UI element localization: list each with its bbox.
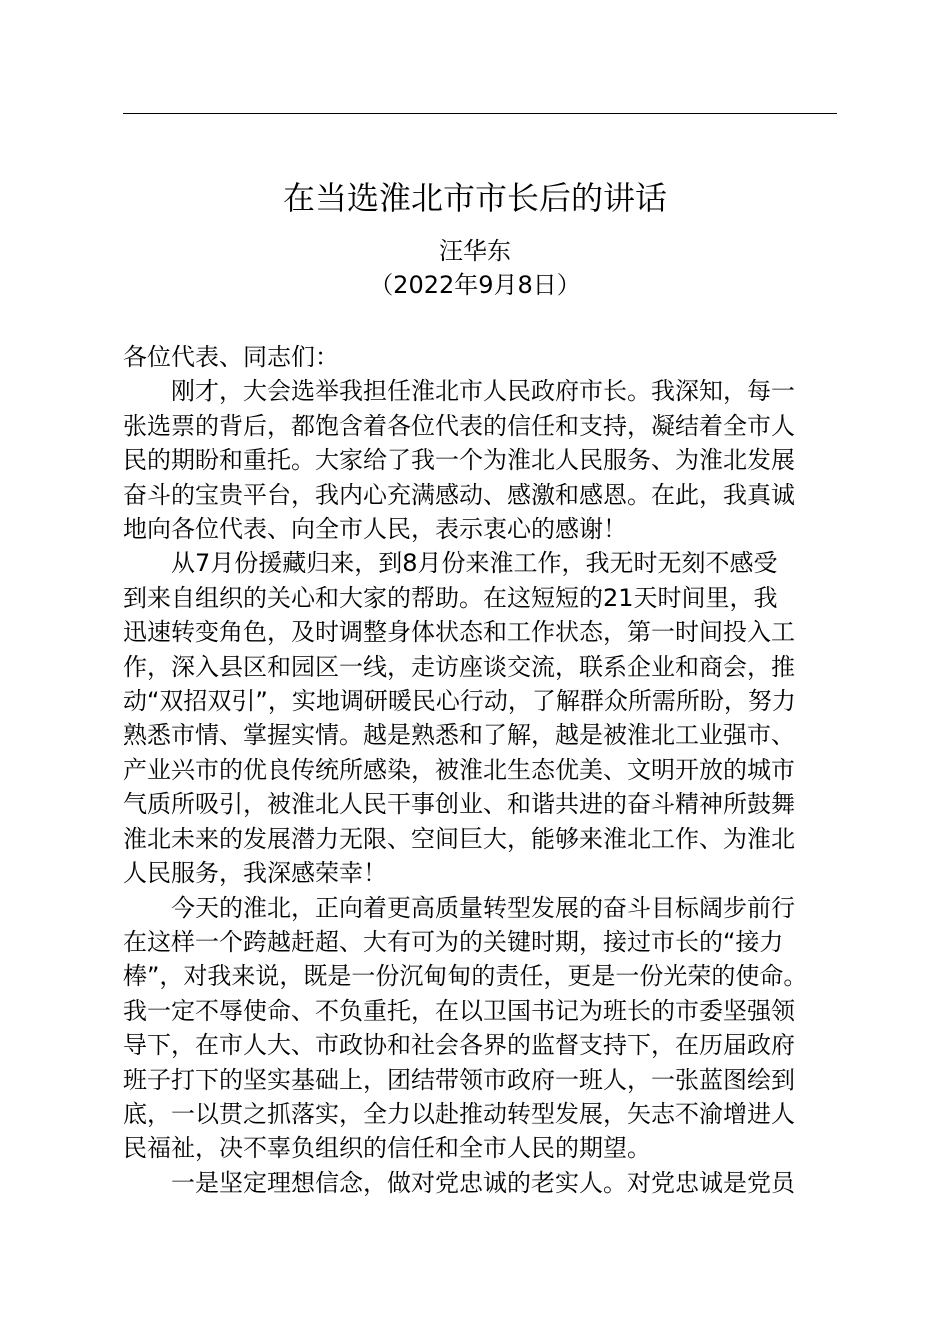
text-line: 淮北未来的发展潜力无限、空间巨大，能够来淮北工作、为淮北 xyxy=(123,824,795,853)
text-line: 张选票的背后，都饱含着各位代表的信任和支持，凝结着全市人 xyxy=(123,411,795,440)
text-line: 从7月份援藏归来，到8月份来淮工作，我无时无刻不感受 xyxy=(171,549,778,578)
paragraph xyxy=(123,374,837,546)
text-line: 今天的淮北，正向着更高质量转型发展的奋斗目标阔步前行 xyxy=(171,893,795,922)
text-line: 到来自组织的关心和大家的帮助。在这短短的21天时间里，我 xyxy=(123,583,778,612)
text-line: 迅速转变角色，及时调整身体状态和工作状态，第一时间投入工 xyxy=(123,618,795,647)
text-line: 导下，在市人大、市政协和社会各界的监督支持下，在历届政府 xyxy=(123,1031,795,1060)
paragraph xyxy=(123,891,837,1166)
text-line: 人民服务，我深感荣幸！ xyxy=(123,859,387,888)
paragraph xyxy=(123,546,837,890)
text-line: 在这样一个跨越赶超、大有可为的关键时期，接过市长的“接力 xyxy=(123,927,784,956)
text-line: 熟悉市情、掌握实情。越是熟悉和了解，越是被淮北工业强市、 xyxy=(123,721,795,750)
text-line: 民福祉，决不辜负组织的信任和全市人民的期望。 xyxy=(123,1134,651,1163)
document-author: 汪华东 xyxy=(439,237,511,265)
document-date: （2022年9月8日） xyxy=(369,271,581,299)
text-line: 作，深入县区和园区一线，走访座谈交流，联系企业和商会，推 xyxy=(123,652,795,681)
text-line: 地向各位代表、向全市人民，表示衷心的感谢！ xyxy=(123,515,627,544)
text-line: 一是坚定理想信念，做对党忠诚的老实人。对党忠诚是党员 xyxy=(171,1168,795,1197)
document-title: 在当选淮北市市长后的讲话 xyxy=(282,179,667,217)
text-line: 底，一以贯之抓落实，全力以赴推动转型发展，矢志不渝增进人 xyxy=(123,1099,795,1128)
text-line: 刚才，大会选举我担任淮北市人民政府市长。我深知，每一 xyxy=(171,377,795,406)
paragraph xyxy=(123,1166,837,1200)
text-line: 奋斗的宝贵平台，我内心充满感动、感激和感恩。在此，我真诚 xyxy=(123,480,795,509)
text-line: 民的期盼和重托。大家给了我一个为淮北人民服务、为淮北发展 xyxy=(123,446,795,475)
text-line: 棒”，对我来说，既是一份沉甸甸的责任，更是一份光荣的使命。 xyxy=(123,962,808,991)
header-rule xyxy=(123,113,837,114)
document-body xyxy=(123,340,837,1200)
text-line: 气质所吸引，被淮北人民干事创业、和谐共进的奋斗精神所鼓舞 xyxy=(123,790,795,819)
text-line: 我一定不辱使命、不负重托，在以卫国书记为班长的市委坚强领 xyxy=(123,996,795,1025)
salutation: 各位代表、同志们： xyxy=(123,343,339,371)
text-line: 动“双招双引”，实地调研暖民心行动，了解群众所需所盼，努力 xyxy=(123,687,796,716)
text-line: 产业兴市的优良传统所感染，被淮北生态优美、文明开放的城市 xyxy=(123,755,795,784)
text-line: 班子打下的坚实基础上，团结带领市政府一班人，一张蓝图绘到 xyxy=(123,1065,795,1094)
